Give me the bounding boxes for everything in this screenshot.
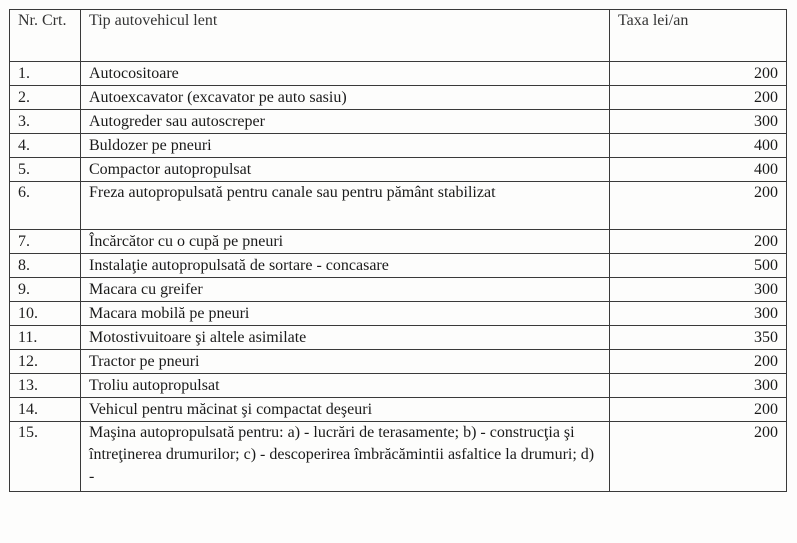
table-row [10, 110, 787, 134]
row-tax-value: 350 [610, 326, 787, 350]
row-vehicle-type: Încărcător cu o cupă pe pneuri [81, 230, 610, 254]
table-row [10, 350, 787, 374]
row-number: 11. [10, 326, 81, 350]
row-tax-value: 200 [610, 182, 787, 230]
row-number: 1. [10, 62, 81, 86]
table-row [10, 62, 787, 86]
tax-table [9, 9, 787, 492]
row-number: 3. [10, 110, 81, 134]
header-tip-autovehicul: Tip autovehicul lent [81, 10, 610, 62]
row-vehicle-type: Tractor pe pneuri [81, 350, 610, 374]
row-tax-value: 200 [610, 62, 787, 86]
table-row [10, 326, 787, 350]
row-tax-value: 200 [610, 230, 787, 254]
row-vehicle-type: Instalaţie autopropulsată de sortare - concasare [81, 254, 610, 278]
row-number: 7. [10, 230, 81, 254]
header-taxa: Taxa lei/an [610, 10, 787, 62]
row-number: 2. [10, 86, 81, 110]
table-row [10, 86, 787, 110]
row-number: 14. [10, 398, 81, 422]
row-vehicle-type: Vehicul pentru măcinat şi compactat deşeuri [81, 398, 610, 422]
table-row [10, 374, 787, 398]
row-number: 6. [10, 182, 81, 230]
row-number: 8. [10, 254, 81, 278]
row-tax-value: 200 [610, 398, 787, 422]
row-number: 13. [10, 374, 81, 398]
header-nr-crt: Nr. Crt. [10, 10, 81, 62]
row-vehicle-type: Compactor autopropulsat [81, 158, 610, 182]
row-number: 12. [10, 350, 81, 374]
row-vehicle-type: Autogreder sau autoscreper [81, 110, 610, 134]
table-row [10, 302, 787, 326]
row-vehicle-type: Buldozer pe pneuri [81, 134, 610, 158]
row-number: 5. [10, 158, 81, 182]
row-vehicle-type: Freza autopropulsată pentru canale sau pentru pământ stabilizat [81, 182, 610, 230]
table-row [10, 254, 787, 278]
row-tax-value: 300 [610, 110, 787, 134]
row-vehicle-type: Autoexcavator (excavator pe auto sasiu) [81, 86, 610, 110]
table-row [10, 158, 787, 182]
table-row [10, 134, 787, 158]
row-tax-value: 200 [610, 422, 787, 492]
row-vehicle-type: Motostivuitoare şi altele asimilate [81, 326, 610, 350]
row-tax-value: 300 [610, 302, 787, 326]
row-number: 4. [10, 134, 81, 158]
row-tax-value: 400 [610, 134, 787, 158]
table-row [10, 422, 787, 492]
table-header-row [10, 10, 787, 62]
row-vehicle-type: Maşina autopropulsată pentru: a) - lucrări de terasamente; b) - construcţia şi întreţinerea drumurilor; c) - descoperirea îmbrăcămintii asfaltice la drumuri; d) - [81, 422, 610, 492]
row-number: 10. [10, 302, 81, 326]
table-row [10, 182, 787, 230]
table-row [10, 230, 787, 254]
row-vehicle-type: Macara mobilă pe pneuri [81, 302, 610, 326]
row-tax-value: 300 [610, 374, 787, 398]
row-tax-value: 200 [610, 350, 787, 374]
row-tax-value: 400 [610, 158, 787, 182]
table-row [10, 398, 787, 422]
row-vehicle-type: Autocositoare [81, 62, 610, 86]
row-number: 15. [10, 422, 81, 492]
row-vehicle-type: Troliu autopropulsat [81, 374, 610, 398]
row-number: 9. [10, 278, 81, 302]
row-tax-value: 300 [610, 278, 787, 302]
table-row [10, 278, 787, 302]
row-tax-value: 500 [610, 254, 787, 278]
row-vehicle-type: Macara cu greifer [81, 278, 610, 302]
row-tax-value: 200 [610, 86, 787, 110]
